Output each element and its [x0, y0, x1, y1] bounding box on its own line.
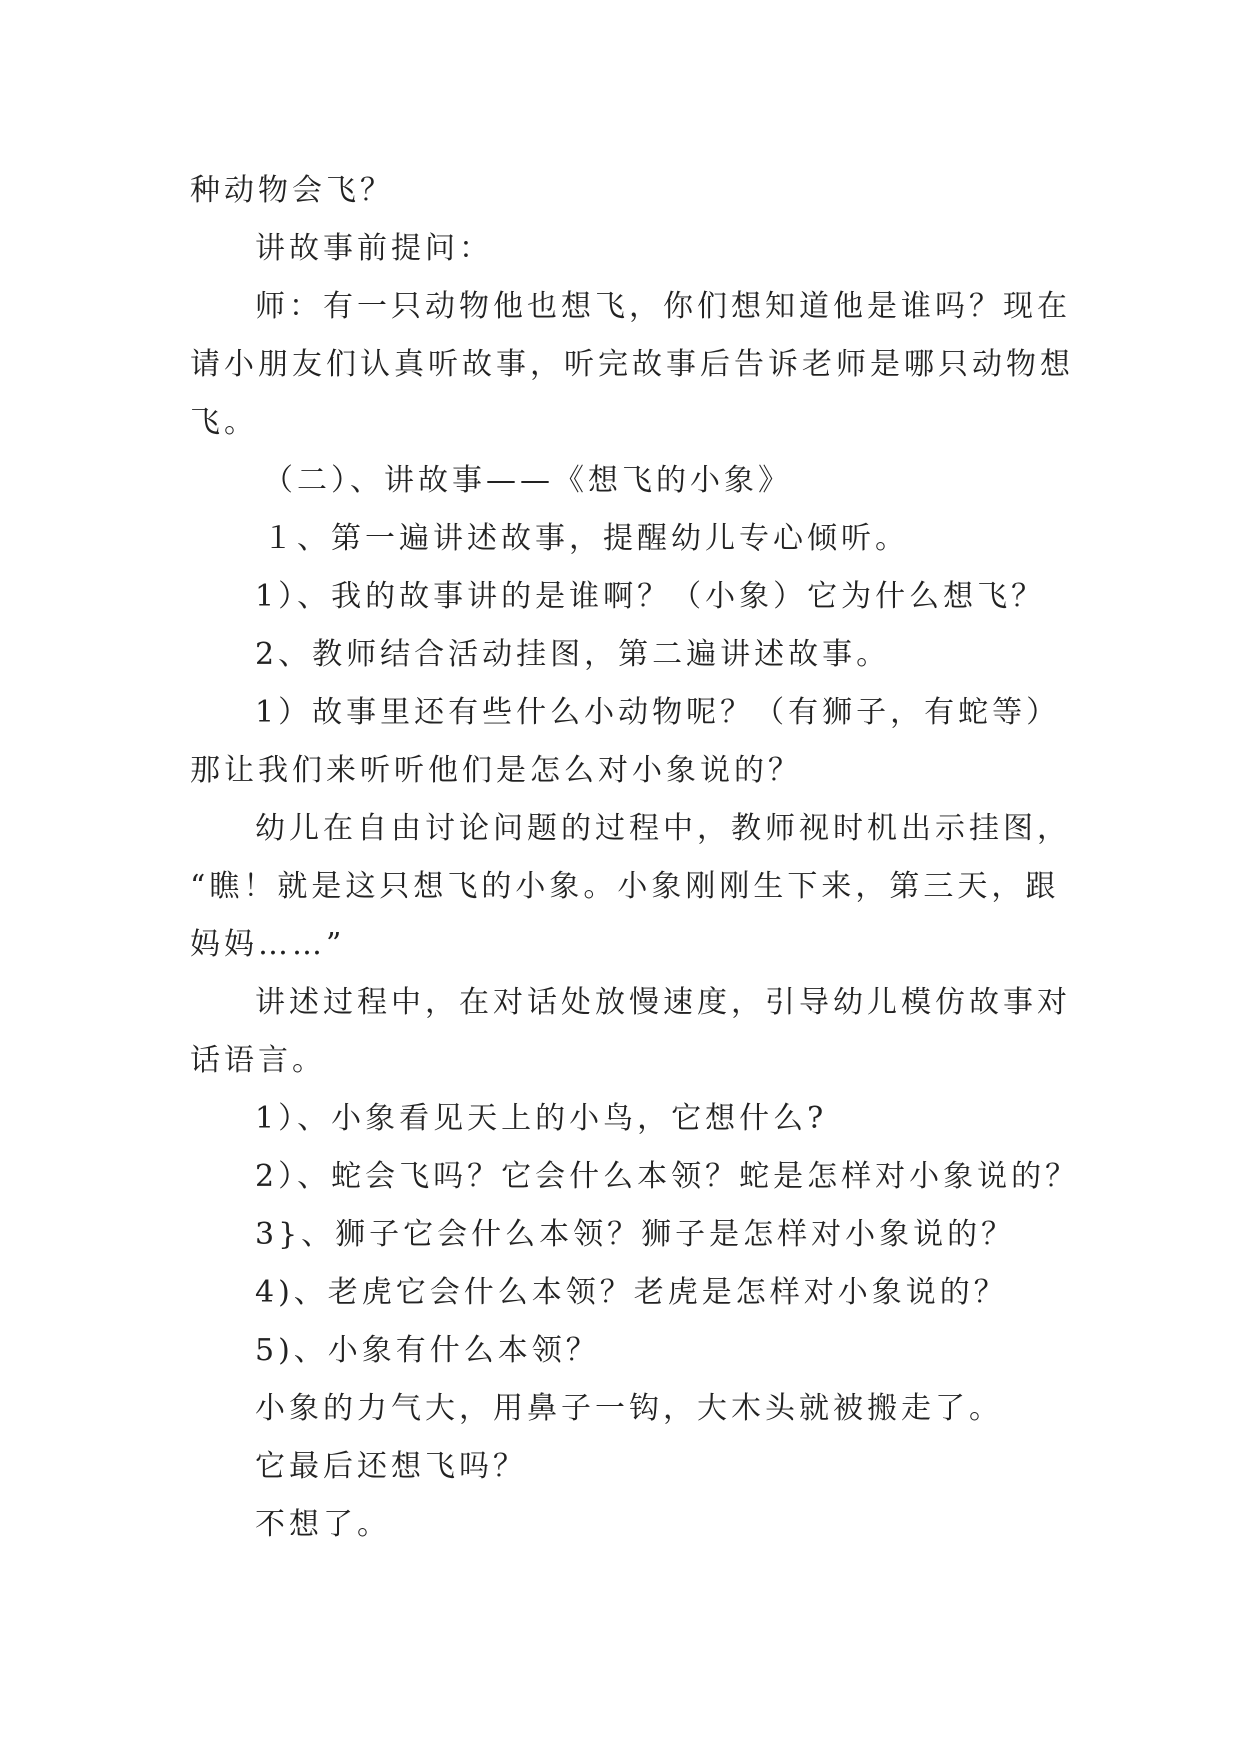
section-heading: （二）、讲故事——《想飞的小象》 — [263, 463, 792, 498]
text-line: 话语言。 — [190, 1043, 326, 1078]
text-line: 飞。 — [190, 405, 258, 440]
text-line: 那让我们来听听他们是怎么对小象说的？ — [190, 753, 802, 788]
text-line: 3}、狮子它会什么本领？狮子是怎样对小象说的？ — [255, 1217, 1016, 1252]
text-line: １、第一遍讲述故事，提醒幼儿专心倾听。 — [263, 521, 909, 556]
text-line: 2）、蛇会飞吗？它会什么本领？蛇是怎样对小象说的？ — [255, 1159, 1080, 1194]
text-line: 1）、小象看见天上的小鸟，它想什么? — [255, 1101, 828, 1136]
text-line: 2、教师结合活动挂图，第二遍讲述故事。 — [255, 637, 891, 672]
text-line: 讲故事前提问： — [255, 231, 493, 266]
text-line: 不想了。 — [255, 1507, 391, 1542]
text-line: 5)、小象有什么本领？ — [255, 1333, 600, 1368]
text-line: 种动物会飞？ — [190, 173, 394, 208]
text-line: 讲述过程中，在对话处放慢速度，引导幼儿模仿故事对 — [255, 985, 1071, 1020]
text-line: 师：有一只动物他也想飞，你们想知道他是谁吗？现在 — [255, 289, 1071, 324]
text-line: 小象的力气大，用鼻子一钩，大木头就被搬走了。 — [255, 1391, 1003, 1426]
text-line: 妈妈……” — [190, 927, 346, 962]
text-line: 4)、老虎它会什么本领？老虎是怎样对小象说的？ — [255, 1275, 1008, 1310]
text-line: “瞧！就是这只想飞的小象。小象刚刚生下来，第三天，跟 — [190, 869, 1060, 904]
text-line: 它最后还想飞吗？ — [255, 1449, 527, 1484]
text-line: 1）故事里还有些什么小动物呢？（有狮子，有蛇等） — [255, 695, 1061, 730]
text-line: 幼儿在自由讨论问题的过程中，教师视时机出示挂图， — [255, 811, 1071, 846]
document-body — [190, 162, 1080, 1554]
text-line: 1）、我的故事讲的是谁啊？（小象）它为什么想飞？ — [255, 579, 1046, 614]
text-line: 请小朋友们认真听故事，听完故事后告诉老师是哪只动物想 — [190, 347, 1074, 382]
